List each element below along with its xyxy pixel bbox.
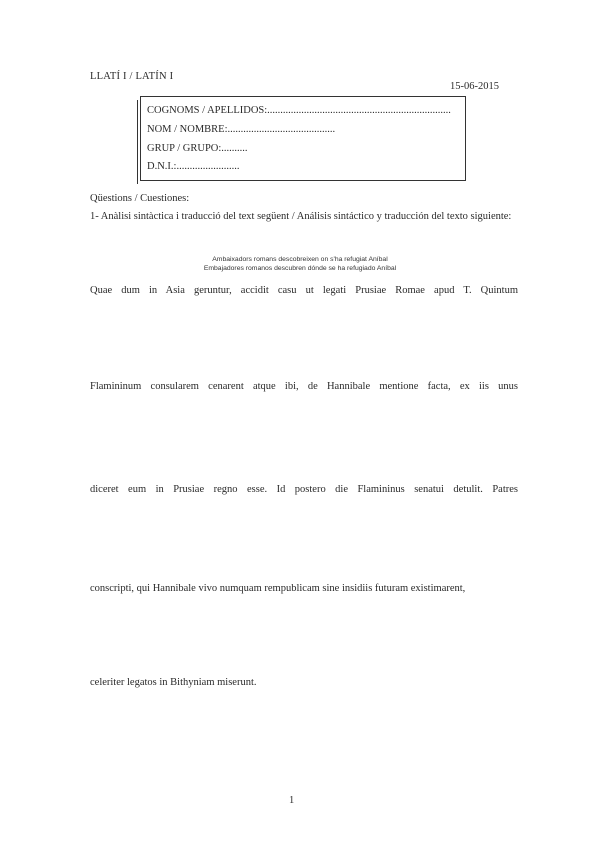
group-field[interactable]: GRUP / GRUPO:..........: [147, 143, 248, 154]
questions-heading: Qüestions / Cuestiones:: [90, 193, 190, 204]
dni-field[interactable]: D.N.I.:........................: [147, 161, 240, 172]
text-subtitle-catalan: Ambaixadors romans descobreixen on s'ha refugiat Aníbal: [212, 256, 388, 263]
latin-line-3: diceret eum in Prusiae regno esse. Id postero die Flamininus senatui detulit. Patres: [90, 484, 518, 495]
exam-date: 15-06-2015: [450, 81, 499, 92]
text-subtitle-spanish: Embajadores romanos descubren dónde se ha refugiado Aníbal: [203, 265, 397, 272]
surname-field[interactable]: COGNOMS / APELLIDOS:......................................................................: [147, 105, 451, 116]
page-number: 1: [289, 795, 295, 806]
name-field[interactable]: NOM / NOMBRE:.........................................: [147, 124, 336, 135]
latin-line-2: Flamininum consularem cenarent atque ibi, de Hannibale mentione facta, ex iis unus: [90, 381, 518, 392]
question-1: 1- Anàlisi sintàctica i traducció del text següent / Análisis sintáctico y traducción del texto siguiente:: [90, 211, 512, 222]
latin-line-5: celeriter legatos in Bithyniam miserunt.: [90, 677, 257, 688]
latin-line-1: Quae dum in Asia geruntur, accidit casu ut legati Prusiae Romae apud T. Quintum: [90, 285, 518, 296]
subject-title: LLATÍ I / LATÍN I: [90, 71, 174, 82]
latin-line-4: conscripti, qui Hannibale vivo numquam rempublicam sine insidiis futuram existimarent,: [90, 583, 466, 594]
student-info-box: [140, 96, 466, 181]
